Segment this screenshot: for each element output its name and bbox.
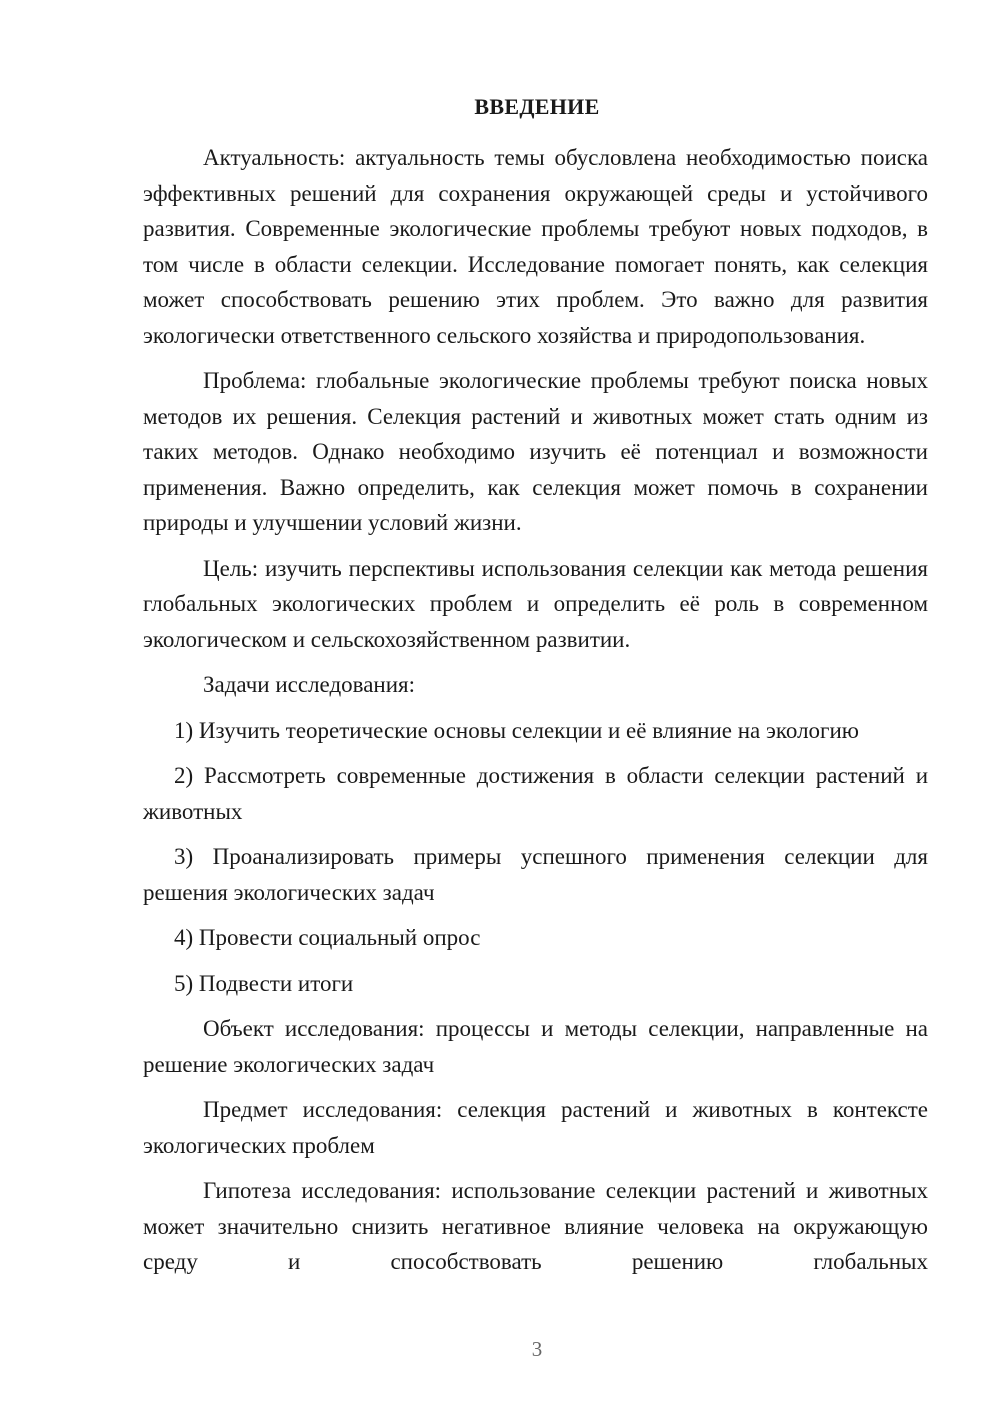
- page-number: 3: [531, 1337, 543, 1361]
- task-item: 5) Подвести итоги: [174, 970, 354, 996]
- task-item: 2) Рассмотреть современные достижения в области селекции растений и животных: [143, 763, 928, 824]
- paragraph-object: Объект исследования: процессы и методы селекции, направленные на решение экологических задач: [143, 1016, 928, 1077]
- paragraph-subject: Предмет исследования: селекция растений и животных в контексте экологических проблем: [143, 1097, 928, 1158]
- document-body: [143, 140, 928, 1290]
- task-item: 1) Изучить теоретические основы селекции и её влияние на экологию: [174, 717, 859, 743]
- paragraph-goal: Цель: изучить перспективы использования селекции как метода решения глобальных экологических проблем и определить её роль в современном экологическом и сельскохозяйственном развитии.: [143, 555, 928, 652]
- tasks-heading: Задачи исследования:: [203, 672, 416, 697]
- task-item: 3) Проанализировать примеры успешного применения селекции для решения экологических задач: [143, 844, 928, 905]
- paragraph-relevance: Актуальность: актуальность темы обусловлена необходимостью поиска эффективных решений для сохранения окружающей среды и устойчивого развития. Современные экологические проблемы требуют новых подходов, в том числе в области селекции. Исследование помогает понять, как селекция может способствовать решению этих проблем. Это важно для развития экологически ответственного сельского хозяйства и природопользования.: [143, 145, 928, 348]
- page-title: ВВЕДЕНИЕ: [474, 94, 600, 119]
- task-item: 4) Провести социальный опрос: [174, 925, 481, 950]
- paragraph-hypothesis: Гипотеза исследования: использование селекции растений и животных может значительно снизить негативное влияние человека на окружающую среду и способствовать решению глобальных: [143, 1178, 928, 1274]
- paragraph-problem: Проблема: глобальные экологические проблемы требуют поиска новых методов их решения. Селекция растений и животных может стать одним из таких методов. Однако необходимо изучить её потенциал и возможности применения. Важно определить, как селекция может помочь в сохранении природы и улучшении условий жизни.: [143, 368, 928, 535]
